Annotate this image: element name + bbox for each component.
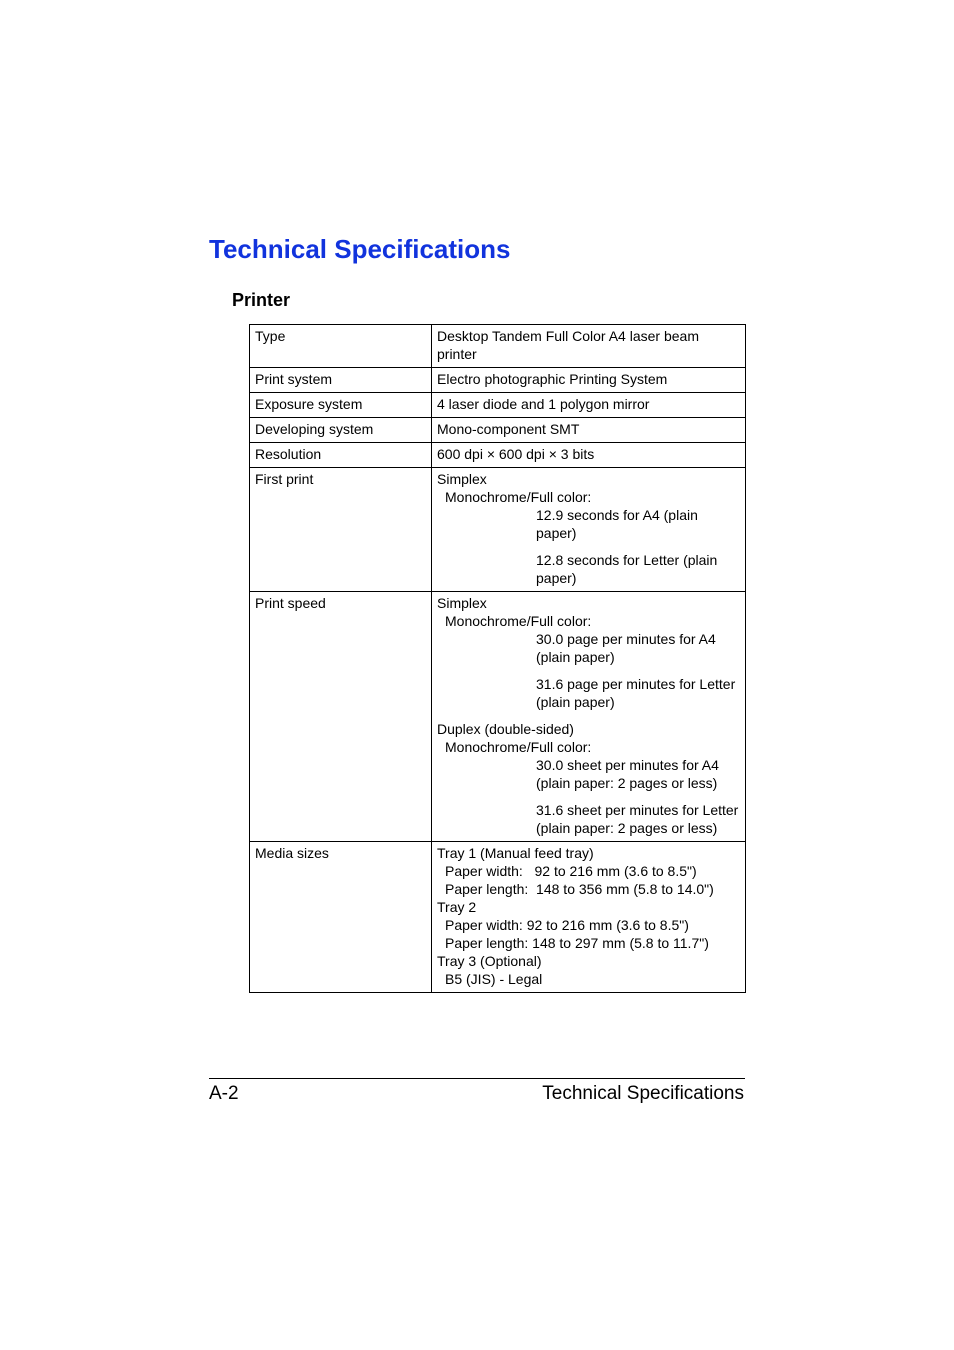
spec-line: Electro photographic Printing System (437, 371, 668, 387)
footer-divider (209, 1078, 745, 1079)
page-number: A-2 (209, 1083, 239, 1104)
spec-line: Paper length: 148 to 297 mm (5.8 to 11.7") (445, 935, 709, 951)
spec-value (432, 393, 746, 418)
spec-line: 12.8 seconds for Letter (plain paper) (536, 552, 718, 586)
spec-value (432, 443, 746, 468)
spec-line: B5 (JIS) - Legal (445, 971, 543, 987)
spec-value (432, 325, 746, 368)
spec-label: Media sizes (250, 842, 432, 993)
table-row (250, 842, 746, 993)
spec-value (432, 368, 746, 393)
spec-line: 31.6 sheet per minutes for Letter (plain paper: 2 pages or less) (536, 802, 739, 836)
spec-line: 30.0 sheet per minutes for A4 (plain paper: 2 pages or less) (536, 757, 719, 791)
spec-line: Desktop Tandem Full Color A4 laser beam printer (437, 328, 699, 362)
spec-line: 4 laser diode and 1 polygon mirror (437, 396, 650, 412)
spec-value (432, 592, 746, 842)
spec-line: Paper width: 92 to 216 mm (3.6 to 8.5") (445, 863, 697, 879)
section-title: Printer (232, 290, 291, 310)
spec-line: Mono-component SMT (437, 421, 580, 437)
spec-line: Tray 3 (Optional) (437, 953, 542, 969)
spec-line: Monochrome/Full color: (445, 489, 592, 505)
table-row (250, 443, 746, 468)
printer-specs-table (249, 324, 746, 993)
spec-label: Print speed (250, 592, 432, 842)
spec-value (432, 468, 746, 592)
footer-title: Technical Specifications (542, 1083, 744, 1104)
spec-line: Monochrome/Full color: (445, 613, 592, 629)
spec-label: First print (250, 468, 432, 592)
spec-line: Monochrome/Full color: (445, 739, 592, 755)
spec-line: 31.6 page per minutes for Letter (plain paper) (536, 676, 736, 710)
spec-label: Exposure system (250, 393, 432, 418)
spec-value (432, 842, 746, 993)
spec-line: 12.9 seconds for A4 (plain paper) (536, 507, 698, 541)
spec-line: Paper length: 148 to 356 mm (5.8 to 14.0") (445, 881, 714, 897)
spec-line: Tray 2 (437, 899, 477, 915)
spec-line: Simplex (437, 595, 487, 611)
table-row (250, 592, 746, 842)
table-row (250, 468, 746, 592)
page-title: Technical Specifications (209, 234, 511, 264)
spec-line: Paper width: 92 to 216 mm (3.6 to 8.5") (445, 917, 689, 933)
spec-label: Resolution (250, 443, 432, 468)
spec-label: Type (250, 325, 432, 368)
spec-line: Simplex (437, 471, 487, 487)
spec-line: Tray 1 (Manual feed tray) (437, 845, 594, 861)
spec-line: Duplex (double-sided) (437, 721, 574, 737)
table-row (250, 393, 746, 418)
spec-label: Print system (250, 368, 432, 393)
table-row (250, 325, 746, 368)
spec-value (432, 418, 746, 443)
spec-line: 600 dpi × 600 dpi × 3 bits (437, 446, 595, 462)
spec-label: Developing system (250, 418, 432, 443)
table-row (250, 368, 746, 393)
spec-line: 30.0 page per minutes for A4 (plain paper) (536, 631, 716, 665)
table-row (250, 418, 746, 443)
